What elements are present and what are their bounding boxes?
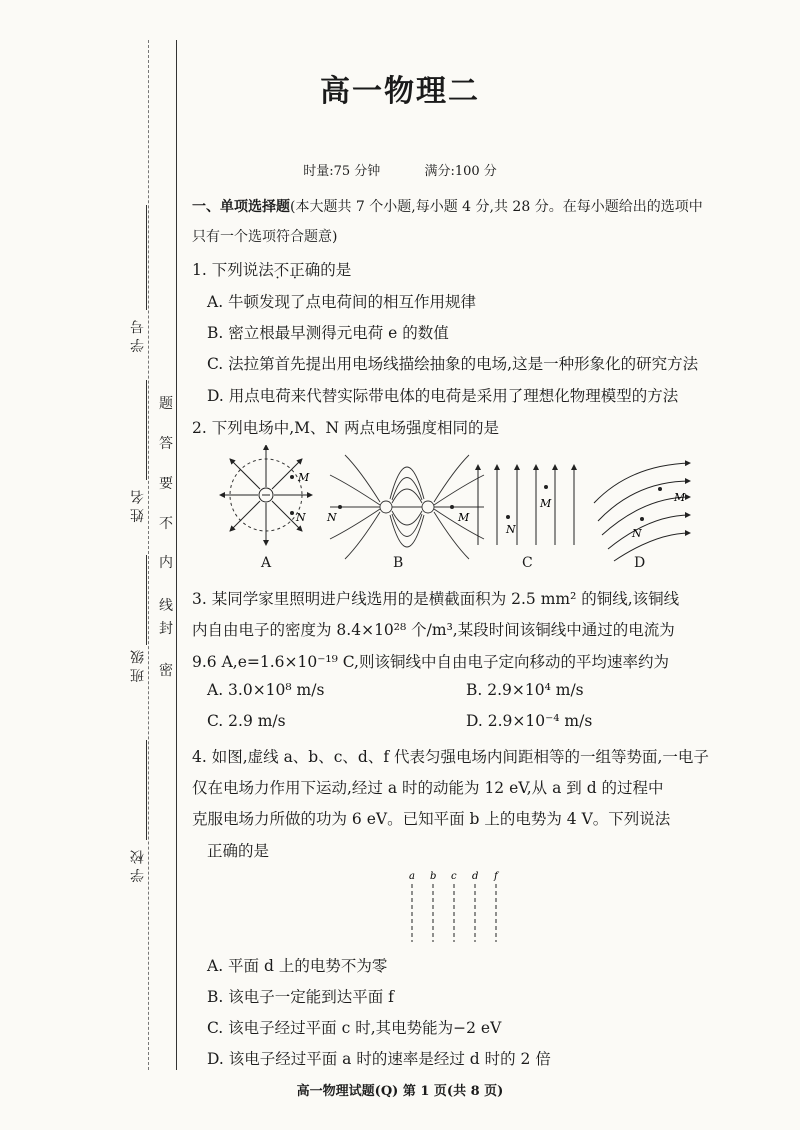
- school-label: 学 校: [130, 850, 146, 883]
- figure-d-curved-lines: [594, 463, 690, 561]
- q4-equipotential-figure: [400, 868, 520, 948]
- q1-option-c: C. 法拉第首先提出用电场线描绘抽象的电场,这是一种形象化的研究方法: [207, 355, 699, 373]
- q3-option-a: A. 3.0×10⁸ m/s: [207, 681, 325, 699]
- figure-c-field-lines: [478, 465, 574, 545]
- section-desc-2: 只有一个选项符合题意): [192, 229, 338, 245]
- name-label: 姓 名: [130, 490, 146, 523]
- figure-b-dipole: [330, 455, 484, 559]
- figure-a-point-charge: [220, 445, 312, 545]
- class-label: 班 级: [130, 650, 146, 683]
- number-field[interactable]: [146, 205, 147, 310]
- plane-b-label: b: [430, 871, 437, 882]
- seal-char: 答: [159, 436, 173, 452]
- seal-char: 密: [159, 663, 173, 679]
- label-n: N: [296, 511, 306, 524]
- question-4-line-2: 仅在电场力作用下运动,经过 a 时的动能为 12 eV,从 a 到 d 的过程中: [192, 779, 664, 797]
- seal-char: 不: [159, 516, 173, 532]
- q4-option-d: D. 该电子经过平面 a 时的速率是经过 d 时的 2 倍: [207, 1050, 551, 1068]
- label-m: M: [458, 511, 470, 524]
- q3-option-d: D. 2.9×10⁻⁴ m/s: [466, 712, 593, 730]
- question-2-stem: 2. 下列电场中,M、N 两点电场强度相同的是: [192, 419, 500, 437]
- figure-caption-b: B: [393, 555, 404, 571]
- exam-meta: [0, 160, 800, 179]
- figure-caption-c: C: [522, 555, 533, 571]
- seal-char: 线: [159, 598, 173, 614]
- q1-option-b: B. 密立根最早测得元电荷 e 的数值: [207, 324, 449, 342]
- q1-option-a: A. 牛顿发现了点电荷间的相互作用规律: [207, 293, 477, 311]
- question-3-line-2: 内自由电子的密度为 8.4×10²⁸ 个/m³,某段时间该铜线中通过的电流为: [192, 621, 675, 639]
- question-1-stem: [192, 258, 351, 280]
- page-title: 高一物理二: [320, 74, 480, 109]
- q4-option-b: B. 该电子一定能到达平面 f: [207, 988, 394, 1006]
- section-desc: (本大题共 7 个小题,每小题 4 分,共 28 分。在每小题给出的选项中: [290, 199, 703, 215]
- plane-d-label: d: [472, 871, 479, 882]
- seal-char: 要: [159, 476, 173, 492]
- time-limit: 时量:75 分钟: [303, 164, 381, 179]
- figure-caption-a: A: [261, 555, 272, 571]
- label-m: M: [298, 471, 310, 484]
- question-4-line-1: 4. 如图,虚线 a、b、c、d、f 代表匀强电场内间距相等的一组等势面,一电子: [192, 748, 709, 766]
- seal-char: 题: [159, 396, 173, 412]
- section-title: 一、单项选择题: [192, 199, 290, 215]
- section-heading: [192, 196, 703, 216]
- q1-emphasis: 不正 • •: [274, 261, 305, 279]
- q3-option-c: C. 2.9 m/s: [207, 712, 286, 730]
- q4-option-a: A. 平面 d 上的电势不为零: [207, 957, 388, 975]
- label-m: M: [674, 491, 686, 504]
- school-field[interactable]: [146, 740, 147, 840]
- label-n: N: [632, 527, 642, 540]
- question-4-line-3: 克服电场力所做的功为 6 eV。已知平面 b 上的电势为 4 V。下列说法: [192, 810, 671, 828]
- seal-char: 内: [159, 555, 173, 571]
- label-n: N: [506, 523, 516, 536]
- label-n: N: [327, 511, 337, 524]
- page-footer: 高一物理试题(Q) 第 1 页(共 8 页): [296, 1084, 504, 1099]
- q1-option-d: D. 用点电荷来代替实际带电体的电荷是采用了理想化物理模型的方法: [207, 387, 679, 405]
- plane-f-label: f: [494, 871, 498, 882]
- q1-stem-part: 确的是: [304, 261, 352, 279]
- q3-option-b: B. 2.9×10⁴ m/s: [466, 681, 584, 699]
- question-3-line-1: 3. 某同学家里照明进户线选用的是横截面积为 2.5 mm² 的铜线,该铜线: [192, 590, 680, 608]
- q1-stem-part: 1. 下列说法: [192, 261, 274, 279]
- seal-char: 封: [159, 621, 173, 637]
- label-m: M: [540, 497, 552, 510]
- q4-option-c: C. 该电子经过平面 c 时,其电势能为−2 eV: [207, 1019, 502, 1037]
- question-4-line-4: 正确的是: [207, 842, 270, 860]
- number-label: 学 号: [130, 320, 146, 353]
- plane-c-label: c: [451, 871, 457, 882]
- plane-a-label: a: [409, 871, 415, 882]
- question-3-line-3: 9.6 A,e=1.6×10⁻¹⁹ C,则该铜线中自由电子定向移动的平均速率约为: [192, 653, 669, 671]
- full-score: 满分:100 分: [424, 164, 497, 179]
- figure-caption-d: D: [634, 555, 646, 571]
